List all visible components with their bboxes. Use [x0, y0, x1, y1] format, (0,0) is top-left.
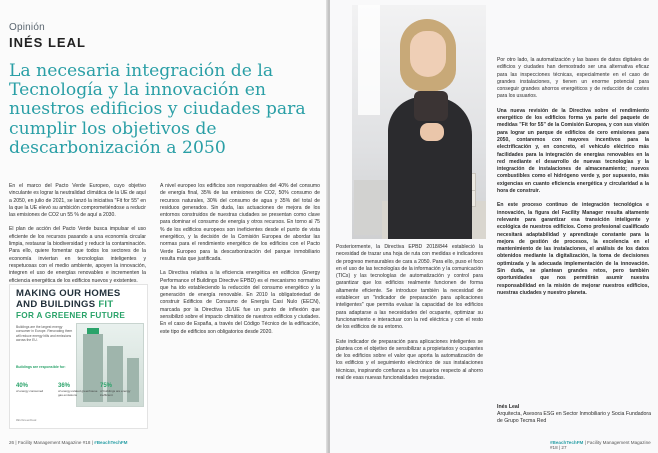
paragraph: En el marco del Pacto Verde Europeo, cuyo objetivo vinculante es lograr la neutralidad climática de la UE de aquí a 2050, en julio de 2021, se lanzó la iniciativa "Fit for 55" en la que la UE elevó su ambición comprometiéndose a reducir las emisiones de CO2 un 55 % de aquí a 2030. — [9, 183, 146, 219]
stat-value: 36% — [58, 383, 71, 389]
stat-item — [58, 383, 98, 398]
infographic-label: Buildings are responsible for: — [16, 365, 66, 369]
author-photo — [352, 5, 486, 239]
stat-item — [16, 383, 56, 394]
paragraph: Posteriormente, la Directiva EPBD 2018/844 estableció la necesidad de trazar una hoja de ruta con medidas e indicadores de progreso mensurables de cara a 2050. Para ello, puso el foco en el uso de las tecnologías de la información y la comunicación (TICs) y las tecnologías de automatización y control para garantizar que los edificios realmente funcionen de forma altamente eficiente. Se introduce también la necesidad de establecer un "indicador de preparación para aplicaciones inteligentes" que permita evaluar la capacidad de los edificios para adaptarse a las necesidades del ocupante, optimizar su funcionamiento e interactuar con la red eléctrica y con el resto de los edificios de su entorno. — [336, 244, 483, 331]
author-signature — [497, 404, 658, 426]
column-2 — [160, 183, 320, 343]
infographic-box — [9, 284, 148, 429]
infographic-footer: #EUGreenDeal — [16, 418, 37, 422]
stat-label: of energy-related greenhouse gas emissions — [58, 389, 98, 397]
infographic-title-line2: AND BUILDINGS — [16, 298, 96, 310]
paragraph: El plan de acción del Pacto Verde busca impulsar el uso eficiente de los recursos pasando a una economía circular limpia, restaurar la biodiversidad y reducir la contaminación. Para ello, quiere fomentar que todos los sectores de la economía inviertan en tecnologías inteligentes y respetuosas con el medio ambiente, apoyen la innovación, integren el uso de energías renovables e incrementen la eficiencia energética de los edificios nuevos y existentes. — [9, 226, 146, 284]
signature-name: Inés Leal — [497, 404, 520, 410]
column-1 — [9, 183, 146, 292]
paragraph: La Directiva relativa a la eficiencia energética en edificios (Energy Performance of Buildings Directive EPBD) es el mecanismo normativo que ha ido estableciendo la reducción del consumo energético y la generación de energía renovable. En 2010 la obligatoriedad de construir Edificios de Consumo de Energía Casi Nulo (EECN), marcada por la Directiva 31/UE fue un punto de inflexión que sensibilizó sobre el impacto climático de nuestros edificios y ciudades. En el caso de España, a través del Código Técnico de la edificación, este tipo de edificios son obligatorios desde 2020. — [160, 270, 320, 335]
stat-item — [100, 383, 140, 398]
infographic-text: Buildings are the largest energy consumer in Europe. Renovating them will reduce energy bills and emissions across the EU. — [16, 325, 73, 342]
magazine-name: | Facility Management Magazine #18 | — [550, 440, 651, 450]
magazine-name: | Facility Management Magazine #18 | — [15, 440, 93, 445]
paragraph: Una nueva revisión de la Directiva sobre el rendimiento energético de los edificios forma ya parte del paquete de medidas "Fit for 55" de la Comisión Europea, y con sus visión para lograr un parque de edificios de cero emisiones para 2050, contaremos con mayores incentivos para la electrificación y, en concreto, el vehículo eléctrico más facilidades para la integración de energías renovables en la red mediante el desarrollo de nuevas tecnologías y la integración de instalaciones de almacenamiento; nuevos combustibles como el hidrógeno verde y, por supuesto, más exigencias en cuanto eficiencia energética y circularidad a la hora de construir. — [497, 107, 649, 195]
infographic-title-fit: FIT — [98, 298, 114, 310]
headline: La necesaria integración de la Tecnología y la innovación en nuestros edificios y ciudades para cumplir los objetivos de descarbonización a 2050 — [9, 61, 306, 158]
paragraph: Por otro lado, la automatización y las bases de datos digitales de edificios y ciudades han demostrado ser una alternativa eficaz para las inspecciones técnicas, especialmente en el caso de grandes instalaciones, y tienen un enorme potencial para conseguir grandes ahorros energéticos y de reducción de costes para los usuarios. — [497, 57, 649, 100]
folio-left — [9, 440, 128, 445]
page-number: 26 — [9, 440, 15, 445]
author-name: INÉS LEAL — [9, 35, 86, 50]
paragraph: Este indicador de preparación para aplicaciones inteligentes se plantea con el objetivo de sensibilizar a propietarios y ocupantes de los edificios sobre el valor que aporta la automatización de los edificios y el seguimiento electrónico de sus instalaciones técnicas, inspirando confianza a los usuarios respecto al ahorro real de esas nuevas funcionalidades mejoradas. — [336, 338, 483, 382]
hashtag: #BeachTechFM — [550, 440, 584, 445]
stat-value: 75% — [100, 383, 113, 389]
column-4 — [497, 57, 649, 304]
infographic-subtitle: FOR A GREENER FUTURE — [16, 311, 126, 320]
column-3 — [336, 244, 483, 389]
folio-right — [550, 440, 658, 450]
infographic-title-line1: MAKING OUR HOMES — [16, 288, 121, 299]
infographic-title — [16, 289, 121, 310]
stat-value: 40% — [16, 383, 29, 389]
signature-role: Arquitecta, Asesora ESG en Sector Inmobiliario y Socia Fundadora de Grupo Tecma Red — [497, 411, 651, 425]
stat-label: of buildings are energy inefficient — [100, 389, 131, 397]
hashtag: #BeachTechFM — [94, 440, 128, 445]
stat-label: of energy consumed — [16, 389, 44, 393]
paragraph: En este proceso continuo de integración tecnológica e innovación, la figura del Facility Manager resulta altamente relevante para garantizar esa transición inteligente y ecológica de nuestros edificios. Como profesional cualificado necesitará adaptabilidad y aprendizaje constante para la mejora de gestión de procesos, la excelencia en el mantenimiento de las instalaciones, el análisis de los datos obtenidos mediante la digitalización, la toma de decisiones optimizada y la adecuada implementación de la innovación. Sin duda, se plantean grandes retos, pero también oportunidades que nos permitirán asumir nuestra responsabilidad en la misión de mejorar nuestros edificios, nuestras ciudades y nuestro planeta. — [497, 202, 649, 296]
paragraph: A nivel europeo los edificios son responsables del 40% del consumo de energía final, 35% de las emisiones de CO2, 50% consumo de recursos naturales, 30% del consumo de agua y 35% del total de residuos generados. Sin duda, las actuaciones de mejora de los entornos construidos de nuestras ciudades se presentan como clave para dominar el consumo de energía y otros recursos. En torno al 75 % de los edificios europeos son ineficientes desde el punto de vista energético, y la decisión de la Comisión Europea de abordar las normas para el rendimiento energético de los edificios con el Pacto Verde Europeo para la descarbonización del parque inmobiliario resulta más que justificada. — [160, 183, 320, 262]
section-label: Opinión — [9, 22, 45, 33]
left-page — [0, 0, 328, 453]
page-number: 27 — [561, 445, 567, 450]
